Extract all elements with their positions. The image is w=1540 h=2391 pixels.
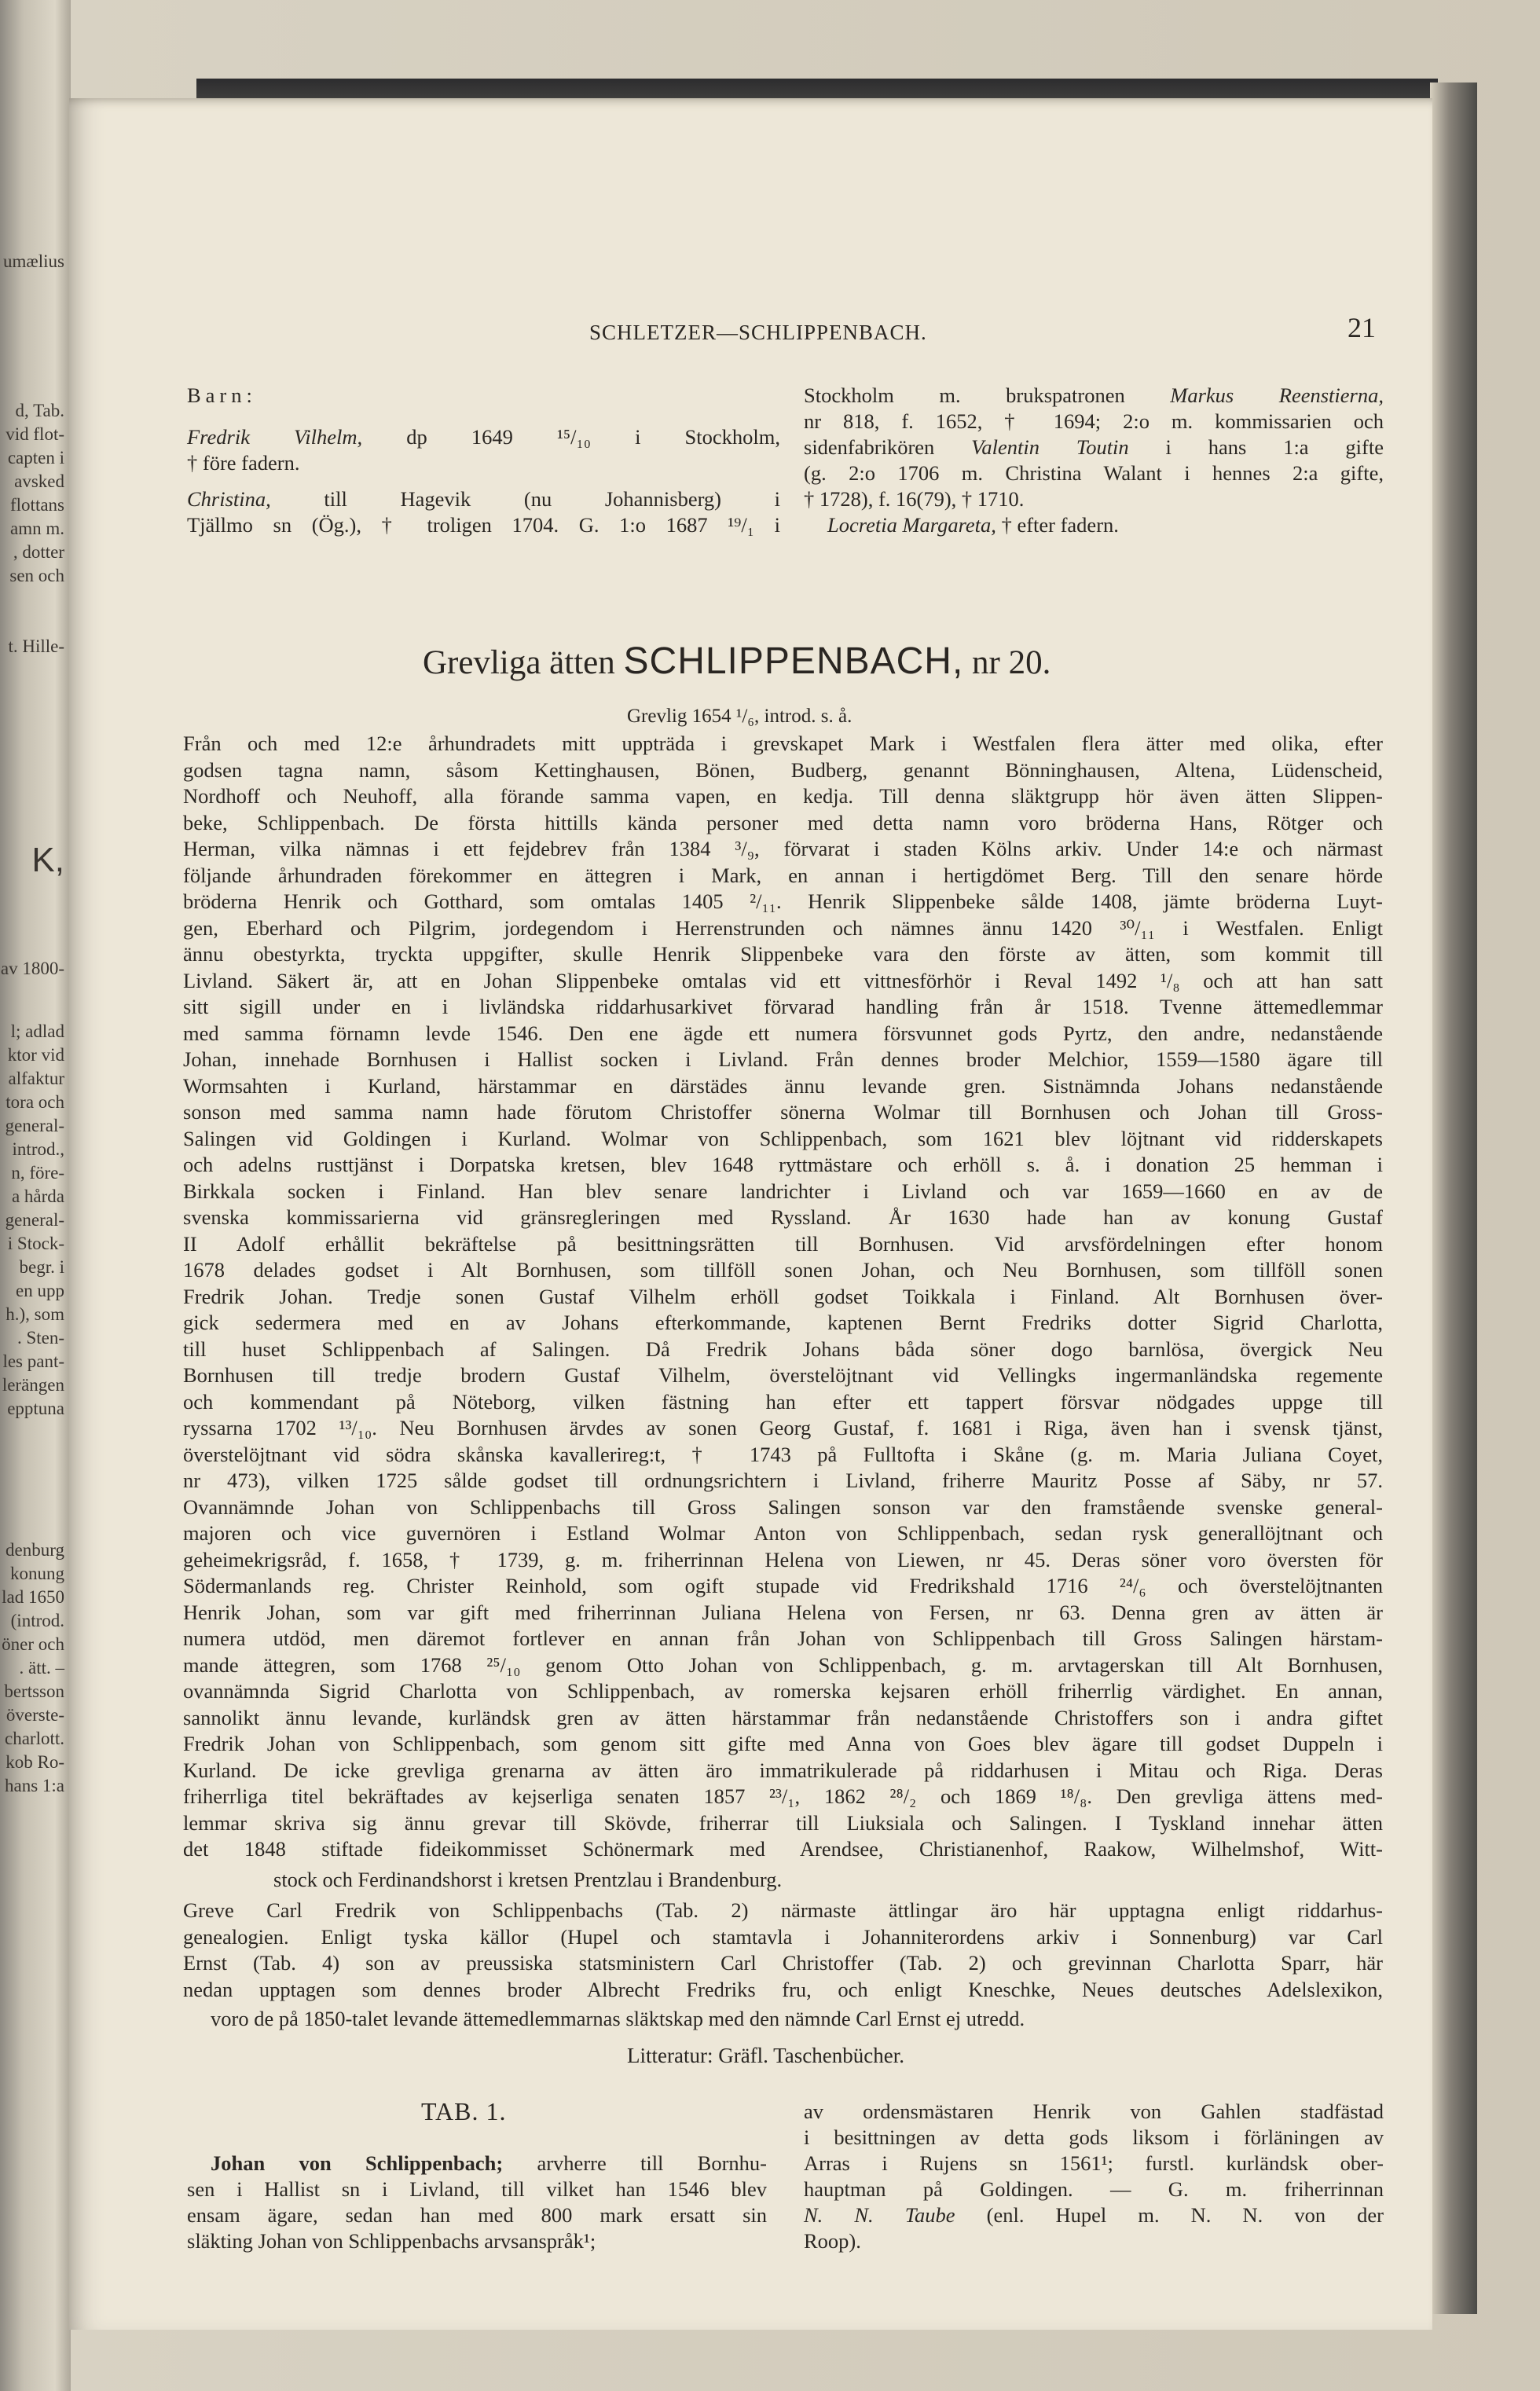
- previous-page-text-fragment: sen och: [9, 566, 64, 585]
- text-line: till huset Schlippenbach af Salingen. Då Fredrik Johans båda söner dogo barnlösa, övergick Neu: [183, 1337, 1383, 1361]
- page-number: 21: [1348, 312, 1376, 343]
- previous-page-text-fragment: , dotter: [13, 542, 64, 562]
- text-line: Henrik Johan, som var gift med friherrinnan Juliana Helena von Fersen, nr 63. Denna gren av ätten är: [183, 1600, 1383, 1624]
- previous-page-text-fragment: överste-: [6, 1705, 64, 1725]
- text-line: Bornhusen till tredje brodern Gustaf Vilhelm, överstelöjtnant vid Vellingks ingermanländska regemente: [183, 1363, 1383, 1387]
- previous-page-text-fragment: lerängen: [2, 1375, 64, 1395]
- previous-page-text-fragment: K,: [31, 841, 64, 879]
- text-line: II Adolf erhållit bekräftelse på besittningsrätten till Bornhusen. Vid arvsfördelningen efter honom: [183, 1231, 1383, 1256]
- previous-page-text-fragment: d, Tab.: [15, 401, 64, 420]
- previous-page-text-fragment: introd.,: [12, 1139, 64, 1159]
- previous-page-text-fragment: (introd.: [10, 1611, 64, 1630]
- section-heading: Grevliga ätten SCHLIPPENBACH, nr 20.: [423, 640, 1051, 682]
- text-line: Ovannämnde Johan von Schlippenbachs till Gross Salingen sonson var den framstående svenske general-: [183, 1494, 1383, 1519]
- right-line-5: † 1728), f. 16(79), † 1710.: [804, 487, 1025, 511]
- previous-page-edge: [0, 0, 71, 2391]
- text-line: sannolikt ännu levande, kurländsk gren av ätten härstammar från nedanstående Christoffers son i andra giftet: [183, 1705, 1383, 1729]
- previous-page-text-fragment: general-: [5, 1116, 64, 1135]
- literature-note: Litteratur: Gräfl. Taschenbücher.: [627, 2044, 904, 2067]
- previous-page-text-fragment: hans 1:a: [4, 1776, 64, 1795]
- text-line: geheimekrigsråd, f. 1658, † 1739, g. m. friherrinnan Helena von Liewen, nr 45. Deras söner voro översten för: [183, 1547, 1383, 1571]
- text-line: överstelöjtnant vid södra skånska kavallerireg:t, † 1743 på Fulltofta i Skåne (g. m. Maria Juliana Coyet,: [183, 1442, 1383, 1466]
- text-line: med samma förnamn levde 1546. Den ene ägde ett numera försvunnet gods Pyrtz, den andre, nedanstående: [183, 1021, 1383, 1045]
- running-head: SCHLETZER—SCHLIPPENBACH.: [589, 321, 927, 344]
- text-line: ovannämnda Sigrid Charlotta von Schlippenbach, av romerska kejsaren erhöll friherrlig värdighet. En annan,: [183, 1679, 1383, 1703]
- previous-page-text-fragment: charlott.: [5, 1729, 64, 1748]
- previous-page-text-fragment: bertsson: [4, 1681, 64, 1701]
- previous-page-text-fragment: a hårda: [11, 1186, 64, 1206]
- previous-page-text-fragment: vid flot-: [6, 424, 64, 444]
- text-line: och kommendant på Nöteborg, vilken fästning han efter ett tappert försvar nödgades uppge till: [183, 1389, 1383, 1414]
- tab-left-line-1: Johan von Schlippenbach; arvherre till Bornhu-: [211, 2151, 767, 2175]
- tab-title: TAB. 1.: [421, 2097, 507, 2125]
- previous-page-text-fragment: . Sten-: [16, 1328, 64, 1348]
- previous-page-text-fragment: umælius: [3, 251, 64, 271]
- previous-page-text-fragment: les pant-: [2, 1351, 64, 1371]
- previous-page-text-fragment: i Stock-: [7, 1234, 64, 1253]
- text-line: Fredrik Johan. Tredje sonen Gustaf Vilhelm erhöll godset Toikkala i Finland. Alt Bornhusen över-: [183, 1284, 1383, 1308]
- child-entry-2: Christina, till Hagevik (nu Johannisberg) i: [187, 487, 780, 511]
- text-line: majoren och vice guvernören i Estland Wolmar Anton von Schlippenbach, sedan rysk generallöjtnant och: [183, 1521, 1383, 1545]
- previous-page-text-fragment: konung: [10, 1564, 64, 1583]
- text-line: beke, Schlippenbach. De första hittills kända personer med detta namn voro bröderna Hans, Rötger och: [183, 810, 1383, 834]
- text-line: gen, Eberhard och Pilgrim, jordegendom i Herrenstrunden och nämnes ännu 1420 ³⁰/₁₁ i Westfalen. Enligt: [183, 915, 1383, 940]
- previous-page-text-fragment: ktor vid: [7, 1045, 64, 1065]
- previous-page-text-fragment: öner och: [2, 1634, 64, 1654]
- right-line-2: nr 818, f. 1652, † 1694; 2:o m. kommissarien och: [804, 409, 1384, 433]
- text-line: Greve Carl Fredrik von Schlippenbachs (Tab. 2) närmaste ättlingar äro här upptagna enligt riddarhus-: [183, 1898, 1383, 1922]
- previous-page-text-fragment: t. Hille-: [8, 636, 64, 656]
- text-line: det 1848 stiftade fideikommisset Schönermark med Arendsee, Christianenhof, Raakow, Wilhelmshof, Witt-: [183, 1837, 1383, 1861]
- text-line: 1678 delades godset i Alt Bornhusen, som tillföll sonen Johan, och Neu Bornhusen, som tillföll sonen: [183, 1258, 1383, 1282]
- tab-right-line-4: hauptman på Goldingen. — G. m. friherrinnan: [804, 2177, 1384, 2201]
- book-page: [69, 98, 1432, 2330]
- text-line: Johan, innehade Bornhusen i Hallist socken i Livland. Från dennes broder Melchior, 1559—1580 ägare till: [183, 1047, 1383, 1071]
- text-line: Birkkala socken i Finland. Han blev senare landrichter i Livland och var 1659—1660 en av de: [183, 1179, 1383, 1203]
- text-line: sitt sigill under en i livländska riddarhusarkivet förvarad handling från år 1518. Tvenne ättemedlemmar: [183, 995, 1383, 1018]
- previous-page-text-fragment: l; adlad: [10, 1021, 64, 1041]
- text-line: Ernst (Tab. 4) son av preussiska statsministern Carl Christoffer (Tab. 2) och grevinnan Charlotta Sparr, här: [183, 1951, 1383, 1975]
- text-line: genealogien. Enligt tyska källor (Hupel och stamtavla i Johanniterordens arkiv i Sonnenburg) var Carl: [183, 1924, 1383, 1949]
- text-line: Kurland. De icke grevliga grenarna av ätten äro immatrikulerade på riddarhusen i Mitau och Riga. Deras: [183, 1758, 1383, 1782]
- previous-page-text-fragment: . ätt. –: [19, 1658, 64, 1678]
- right-line-6: Locretia Margareta, † efter fadern.: [827, 513, 1119, 537]
- text-line: nr 473), vilken 1725 sålde godset till ordnungsrichtern i Livland, friherre Mauritz Posse af Säby, nr 57.: [183, 1469, 1383, 1492]
- previous-page-text-fragment: flottans: [10, 495, 64, 515]
- text-line: gick sedermera med en av Johans efterkommande, kaptenen Bernt Fredriks dotter Sigrid Charlotta,: [183, 1311, 1383, 1334]
- tab-right-line-6: Roop).: [804, 2229, 861, 2253]
- tab-right-line-5: N. N. Taube (enl. Hupel m. N. N. von der: [804, 2203, 1384, 2227]
- text-line: godsen tagna namn, såsom Kettinghausen, Bönen, Budberg, genannt Bönninghausen, Altena, Lüdenscheid,: [183, 757, 1383, 782]
- child-entry-1: Fredrik Vilhelm, dp 1649 ¹⁵/₁₀ i Stockholm,: [187, 425, 780, 449]
- previous-page-text-fragment: en upp: [16, 1281, 64, 1300]
- tab-right-line-3: Arras i Rujens sn 1561¹; furstl. kurländsk ober-: [804, 2151, 1384, 2175]
- text-line: Herman, vilka nämnas i ett fejdebrev från 1384 ³/₉, förvarat i staden Kölns arkiv. Under 14:e och närmast: [183, 837, 1383, 860]
- previous-page-text-fragment: tora och: [6, 1092, 64, 1112]
- tab-right-line-1: av ordensmästaren Henrik von Gahlen stadfästad: [804, 2099, 1384, 2123]
- previous-page-text-fragment: kob Ro-: [6, 1752, 64, 1772]
- child-entry-1-cont: † före fadern.: [187, 451, 300, 475]
- previous-page-text-fragment: capten i: [7, 448, 64, 468]
- text-line: friherrliga titel bekräftades av kejserliga senaten 1857 ²³/₁, 1862 ²⁸/₂ och 1869 ¹⁸/₈. Den grevliga ättens med-: [183, 1784, 1383, 1808]
- text-line: bröderna Henrik och Gotthard, som omtalas 1405 ²/₁₁. Henrik Slippenbeke sålde 1408, jämte bröderna Luyt-: [183, 889, 1383, 913]
- previous-page-text-fragment: avsked: [14, 471, 64, 491]
- tab-left-line-3: ensam ägare, sedan han med 800 mark ersatt sin: [187, 2203, 767, 2227]
- previous-page-text-fragment: alfaktur: [8, 1069, 64, 1088]
- previous-page-text-fragment: lad 1650: [2, 1587, 64, 1607]
- text-line: sonson med samma namn hade förutom Christoffer sönerna Wolmar till Bornhusen och Johan till Gross-: [183, 1100, 1383, 1124]
- previous-page-text-fragment: amn m.: [10, 519, 64, 538]
- main-paragraph-last-line: stock och Ferdinandshorst i kretsen Prentzlau i Brandenburg.: [273, 1868, 783, 1891]
- previous-page-text-fragment: h.), som: [6, 1304, 64, 1324]
- text-line: Salingen vid Goldingen i Kurland. Wolmar von Schlippenbach, som 1621 blev löjtnant vid ridderskapets: [183, 1126, 1383, 1150]
- right-line-3: sidenfabrikören Valentin Toutin i hans 1:a gifte: [804, 435, 1384, 459]
- section-subheading: Grevlig 1654 ¹/₆, introd. s. å.: [627, 706, 852, 727]
- text-line: svenska kommissarierna vid gränsregleringen med Ryssland. År 1630 hade han av konung Gustaf: [183, 1205, 1383, 1229]
- previous-page-text-fragment: begr. i: [19, 1257, 64, 1277]
- text-line: ännu obestyrkta, tryckta uppgifter, skulle Henrik Slippenbeke vara den förste av ätten, som kommit till: [183, 942, 1383, 966]
- text-line: och adelns rusttjänst i Dorpatska kretsen, blev 1648 ryttmästare och erhöll s. å. i donation 25 hemman i: [183, 1153, 1383, 1176]
- barn-heading: Barn:: [187, 383, 257, 407]
- previous-page-text-fragment: n, före-: [11, 1163, 64, 1183]
- text-line: Från och med 12:e århundradets mitt uppträda i grevskapet Mark i Westfalen flera ätter med olika, efter: [183, 732, 1383, 755]
- text-line: följande århundraden förekommer en ättegren i Mark, en annan i hertigdömet Berg. Till den senare hörde: [183, 863, 1383, 887]
- previous-page-text-fragment: general-: [5, 1210, 64, 1230]
- tab-right-line-2: i besittningen av detta gods liksom i förläningen av: [804, 2125, 1384, 2149]
- text-line: mande ättegren, som 1768 ²⁵/₁₀ genom Otto Johan von Schlippenbach, g. m. arvtagerskan till Alt Bornhusen,: [183, 1652, 1383, 1677]
- text-line: ryssarna 1702 ¹³/₁₀. Neu Bornhusen ärvdes av sonen Georg Gustaf, f. 1681 i Riga, även han i svensk tjänst,: [183, 1416, 1383, 1439]
- previous-page-text-fragment: denburg: [6, 1540, 64, 1560]
- text-line: nedan upptagen som dennes broder Albrecht Fredriks fru, och enligt Kneschke, Neues deutsches Adelslexikon,: [183, 1977, 1383, 2001]
- page-edge-shadow: [1430, 83, 1477, 2314]
- tab-left-line-4: släkting Johan von Schlippenbachs arvsanspråk¹;: [187, 2229, 596, 2253]
- second-paragraph-last-line: voro de på 1850-talet levande ättemedlemmarnas släktskap med den nämnde Carl Ernst ej utredd.: [211, 2007, 1025, 2030]
- text-line: numera utdöd, men däremot fortlever en annan från Johan von Schlippenbach till Gross Salingen härstam-: [183, 1626, 1383, 1650]
- text-line: Livland. Säkert är, att en Johan Slippenbeke omtalas vid ett vittnesförhör i Reval 1492 ¹/₈ och att han satt: [183, 968, 1383, 992]
- tab-left-line-2: sen i Hallist sn i Livland, till vilket han 1546 blev: [187, 2177, 767, 2201]
- child-entry-2-cont: Tjällmo sn (Ög.), † troligen 1704. G. 1:o 1687 ¹⁹/₁ i: [187, 513, 780, 537]
- text-line: Fredrik Johan von Schlippenbach, som genom sitt gifte med Anna von Goes blev ägare till godset Duppeln i: [183, 1732, 1383, 1755]
- text-line: Nordhoff och Neuhoff, alla förande samma vapen, en kedja. Till denna släktgrupp hör även ätten Slippen-: [183, 784, 1383, 808]
- text-line: Wormsahten i Kurland, härstammar en därstädes ännu levande gren. Sistnämnda Johans nedanstående: [183, 1073, 1383, 1098]
- previous-page-text-fragment: av 1800-: [0, 959, 64, 978]
- text-line: lemmar skriva sig ännu grevar till Skövde, friherrar till Liuksiala och Salingen. I Tyskland innehar ätten: [183, 1810, 1383, 1835]
- text-line: Södermanlands reg. Christer Reinhold, som ogift stupade vid Fredrikshald 1716 ²⁴/₆ och överstelöjtnanten: [183, 1574, 1383, 1597]
- right-line-4: (g. 2:o 1706 m. Christina Walant i hennes 2:a gifte,: [804, 461, 1384, 485]
- right-line-1: Stockholm m. brukspatronen Markus Reenstierna,: [804, 383, 1384, 407]
- previous-page-text-fragment: epptuna: [7, 1399, 64, 1418]
